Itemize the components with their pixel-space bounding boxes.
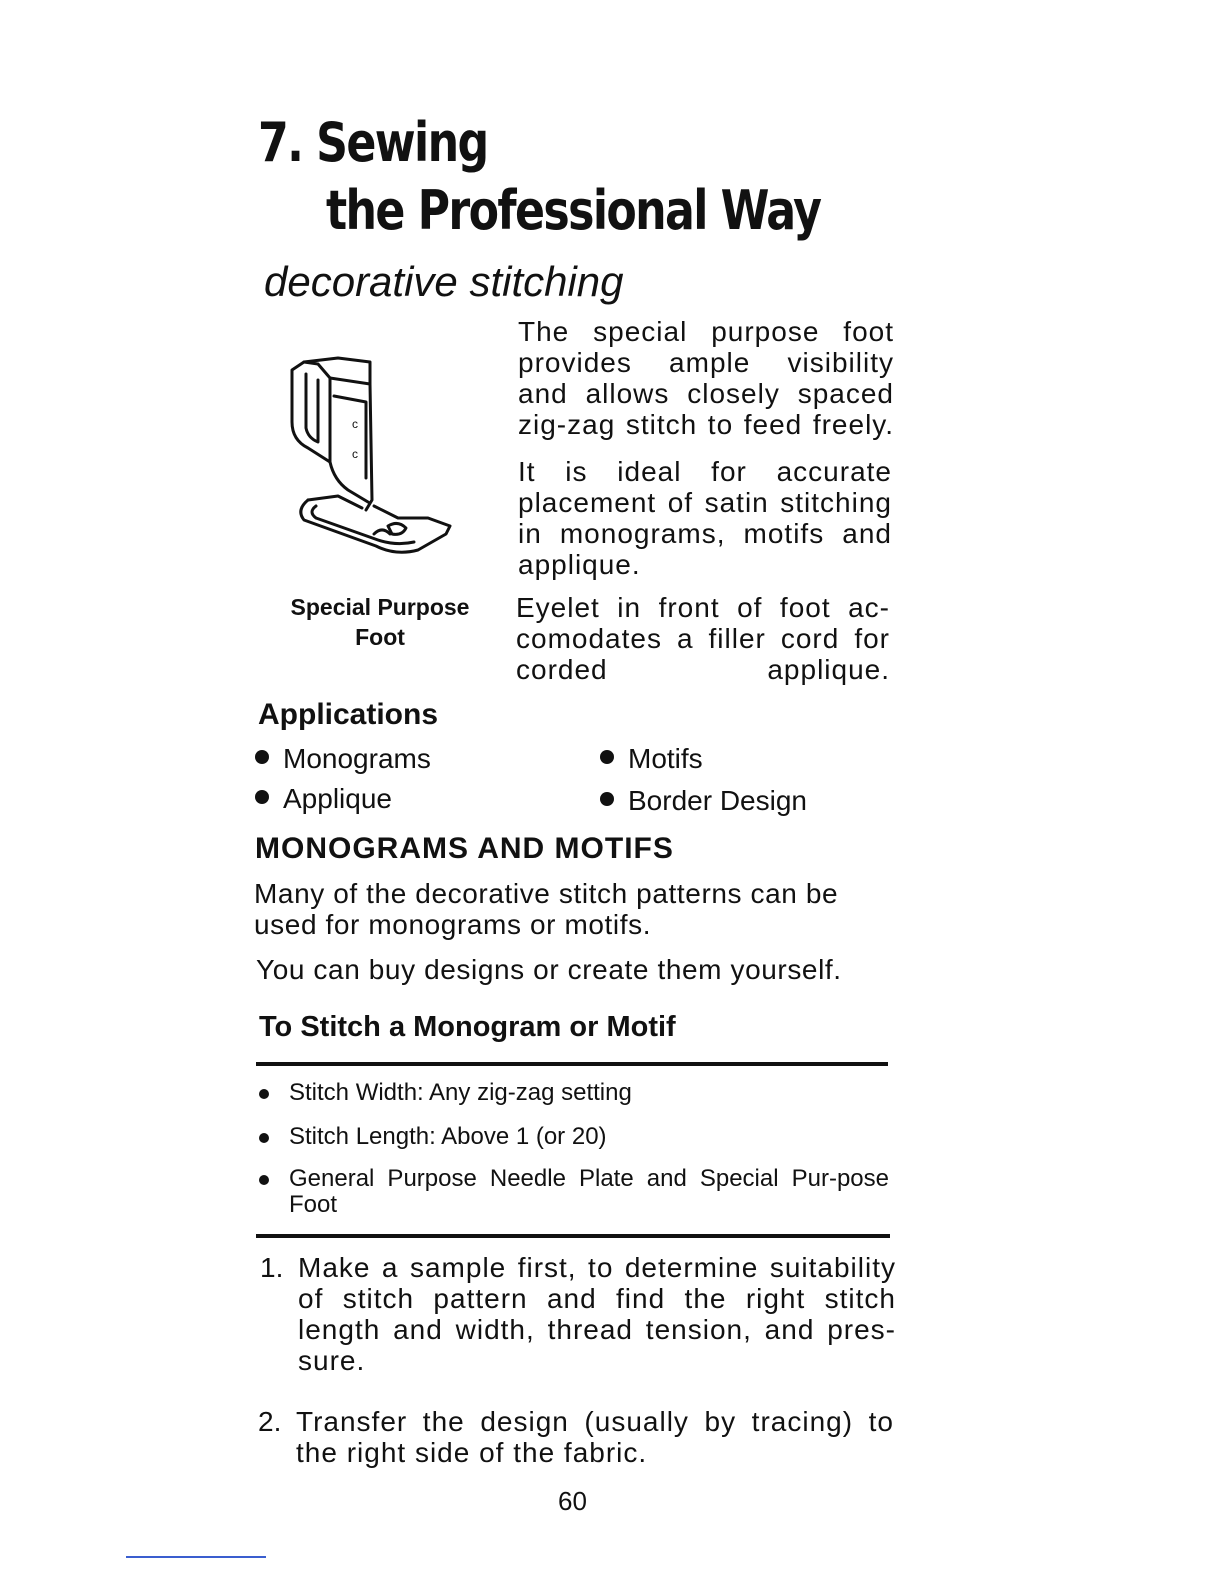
setting-item: Stitch Width: Any zig-zag setting — [259, 1080, 889, 1106]
section-paragraph-1: Many of the decorative stitch patterns can be used for monograms or motifs. — [254, 878, 839, 940]
presser-foot-illustration — [278, 350, 468, 580]
application-item: Border Design — [600, 784, 807, 818]
section-subtitle: decorative stitching — [264, 258, 624, 305]
step-text: Transfer the design (usually by tracing) to the right side of the fabric. — [296, 1406, 894, 1468]
application-item: Monograms — [255, 742, 431, 776]
chapter-title-line1: 7. Sewing — [258, 111, 488, 174]
bullet-icon — [259, 1133, 269, 1143]
bullet-icon — [259, 1175, 269, 1185]
svg-text:c: c — [352, 417, 358, 431]
step-text: Make a sample first, to determine suitability of stitch pattern and find the right stitch length and width, thread tension, and pres-sure. — [298, 1252, 896, 1376]
step-item — [258, 1406, 894, 1468]
intro-paragraph-2: It is ideal for accurate placement of satin stitching in monograms, motifs and applique. — [518, 456, 892, 580]
applications-heading: Applications — [258, 698, 439, 731]
step-item — [260, 1252, 896, 1376]
bullet-icon — [255, 750, 269, 764]
step-number: 1. — [260, 1252, 284, 1283]
divider-bottom — [256, 1234, 890, 1238]
application-item: Applique — [255, 782, 392, 816]
chapter-title-line2: the Professional Way — [326, 179, 821, 242]
section-paragraph-2: You can buy designs or create them yourself. — [256, 954, 842, 985]
bullet-icon — [600, 750, 614, 764]
application-item: Motifs — [600, 742, 703, 776]
section-heading: MONOGRAMS AND MOTIFS — [255, 832, 674, 865]
page-number: 60 — [558, 1486, 587, 1516]
bottom-rule — [126, 1556, 266, 1558]
intro-paragraph-1: The special purpose foot provides ample visibility and allows closely spaced zig-zag stitch to feed freely. — [518, 316, 894, 440]
setting-item: General Purpose Needle Plate and Special Pur-pose Foot — [259, 1166, 889, 1218]
step-number: 2. — [258, 1406, 282, 1437]
bullet-icon — [259, 1089, 269, 1099]
figure-caption — [270, 592, 490, 652]
figure-caption-line1: Special Purpose — [290, 594, 470, 620]
setting-item: Stitch Length: Above 1 (or 20) — [259, 1124, 889, 1150]
procedure-heading: To Stitch a Monogram or Motif — [259, 1011, 676, 1043]
presser-foot-icon — [278, 350, 468, 580]
svg-text:c: c — [352, 447, 358, 461]
bullet-icon — [600, 792, 614, 806]
intro-paragraph-3: Eyelet in front of foot ac-comodates a filler cord for corded applique. — [516, 592, 890, 685]
divider-top — [256, 1062, 888, 1066]
bullet-icon — [255, 790, 269, 804]
figure-caption-line2: Foot — [355, 624, 405, 650]
